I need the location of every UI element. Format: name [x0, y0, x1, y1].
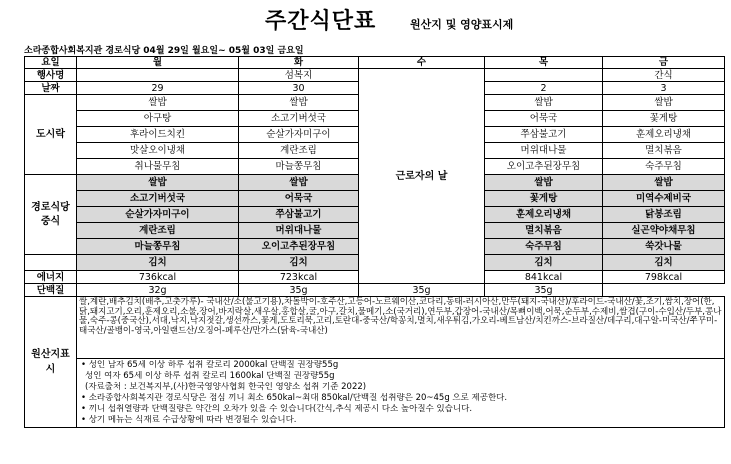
menu-item: 순살가자미구이: [77, 207, 239, 223]
day-row: [25, 57, 725, 69]
date-thu: 2: [485, 82, 603, 95]
menu-item: 머위대나물: [239, 223, 359, 239]
day-fri: 금: [603, 57, 725, 69]
menu-item: 후라이드치킨: [77, 127, 239, 143]
origin-text: 쌀,계란,배추김치(배추,고춧가루)- 국내산/소(불고기용),차돌박이-호주산,고등어-노르웨이산,코다리,동태-러시아산,만두(돼지-국내산)/후라이드-국내산/꽃,조기,쌈치,장어(한,닭,돼지고기,오리,훈제오리,소불,장어,바지락살,새우살,홍합살,굴,아구,갈치,물메기,소(국거리),연두부,갑장어-국내산/목뼈이백,어묵,순두부,수제비,쌈겹(구이-수입산/두부,콩나물,숙주-콩(중국산),서대,낙지,낙지젓갈,생선까스,꽃게,도토리묵,고리,토란대-중국산/학꽁치,멸치,새우튀김,가오리-베트남산/치킨까스-브라질산/데구리,대구알-미국산/쭈꾸미-태국산/골뱅이-영국,아일랜드산/오징어-페루산/만가스(닭육-국내산): [77, 297, 725, 359]
holiday-cell: 근로자의 날: [359, 69, 485, 284]
menu-item: 꽃게탕: [603, 111, 725, 127]
menu-item: 쌀밥: [603, 95, 725, 111]
kimchi-label: [25, 255, 77, 271]
menu-item: 순살가자미구이: [239, 127, 359, 143]
date-fri: 3: [603, 82, 725, 95]
energy-label: 에너지: [25, 271, 77, 284]
menu-item: 쌀밥: [77, 95, 239, 111]
event-tue: 섬복지: [239, 69, 359, 82]
protein-value: 35g: [239, 284, 359, 297]
menu-item: 닭봉조림: [603, 207, 725, 223]
menu-item: 쌀밥: [603, 175, 725, 191]
menu-item: 오이고추된장무침: [239, 239, 359, 255]
note-line: (자료출처 : 보건복지부,(사)한국영양사협회 한국인 영양소 섭취 기준 2022): [85, 382, 367, 392]
energy-value: 723kcal: [239, 271, 359, 284]
menu-item: 쌀밥: [485, 175, 603, 191]
day-mon: 월: [77, 57, 239, 69]
menu-item: 김치: [77, 255, 239, 271]
menu-item: 소고기버섯국: [239, 111, 359, 127]
menu-item: 쌀밥: [239, 175, 359, 191]
day-thu: 목: [485, 57, 603, 69]
page-subtitle: 원산지 및 영양표시제: [410, 18, 514, 31]
menu-item: 아구탕: [77, 111, 239, 127]
note-line: • 끼니 섭취열량과 단백질량은 약간의 오차가 있을 수 있습니다(간식,추식 제공시 다소 높아질수 있습니다.: [81, 404, 473, 414]
menu-item: 숙주무침: [603, 159, 725, 175]
menu-item: 멸치볶음: [603, 143, 725, 159]
menu-item: 쌀밥: [485, 95, 603, 111]
nutrition-notes: [77, 359, 725, 428]
menu-item: 어묵국: [239, 191, 359, 207]
event-mon: [77, 69, 239, 82]
lunchbox-label: 도시락: [25, 95, 77, 175]
menu-item: 훈제오리냉채: [603, 127, 725, 143]
menu-item: 쑥갓나물: [603, 239, 725, 255]
menu-item: 계란조림: [77, 223, 239, 239]
menu-item: 미역수제비국: [603, 191, 725, 207]
notes-row: [25, 359, 725, 428]
menu-item: 어묵국: [485, 111, 603, 127]
menu-item: 김치: [485, 255, 603, 271]
menu-item: 쭈삼불고기: [239, 207, 359, 223]
menu-item: 쌀밥: [239, 95, 359, 111]
note-line: • 소라종합사회복지관 경로식당은 점심 끼니 최소 650kal~최대 850kal/단백질 섭취량은 20~45g 으로 제공한다.: [81, 393, 508, 403]
menu-item: 쭈삼불고기: [485, 127, 603, 143]
menu-item: 꽃게탕: [485, 191, 603, 207]
energy-value: 736kcal: [77, 271, 239, 284]
menu-item: 소고기버섯국: [77, 191, 239, 207]
menu-item: 계란조림: [239, 143, 359, 159]
protein-label: 단백질: [25, 284, 77, 297]
period-info: 소라종합사회복지관 경로식당 04월 29일 월요일~ 05월 03일 금요일: [24, 46, 304, 56]
menu-item: 김치: [603, 255, 725, 271]
event-fri: 간식: [603, 69, 725, 82]
header: [0, 4, 731, 36]
event-thu: [485, 69, 603, 82]
menu-item: 머위대나물: [485, 143, 603, 159]
protein-value: 35g: [485, 284, 603, 297]
protein-value: 35g: [359, 284, 485, 297]
energy-value: 798kcal: [603, 271, 725, 284]
date-mon: 29: [77, 82, 239, 95]
origin-label: 원산지표시: [25, 297, 77, 428]
origin-row: [25, 297, 725, 359]
note-line: • 성인 남자 65세 이상 하루 섭취 칼로리 2000kal 단백질 권장량55g: [81, 360, 339, 370]
day-tue: 화: [239, 57, 359, 69]
menu-item: 오이고추된장무침: [485, 159, 603, 175]
energy-value: 841kcal: [485, 271, 603, 284]
menu-item: 맛살오이냉채: [77, 143, 239, 159]
menu-item: 멸치볶음: [485, 223, 603, 239]
day-wed: 수: [359, 57, 485, 69]
weekly-menu-table: [24, 56, 725, 428]
menu-item: 숙주무침: [485, 239, 603, 255]
note-line: 성인 여자 65세 이상 하루 섭취 칼로리 1600kal 단백질 권장량55g: [85, 371, 335, 381]
menu-item: 쌀밥: [77, 175, 239, 191]
menu-item: 실곤약야채무침: [603, 223, 725, 239]
page-title: 주간식단표: [265, 9, 377, 34]
menu-item: 마늘쫑무침: [77, 239, 239, 255]
menu-item: 훈제오리냉채: [485, 207, 603, 223]
protein-value: 32g: [77, 284, 239, 297]
date-label: 날짜: [25, 82, 77, 95]
protein-row: [25, 284, 725, 297]
event-label: 행사명: [25, 69, 77, 82]
day-label: 요일: [25, 57, 77, 69]
menu-item: 마늘쫑무침: [239, 159, 359, 175]
date-tue: 30: [239, 82, 359, 95]
menu-item: 취나물무침: [77, 159, 239, 175]
note-line: • 상기 메뉴는 식재료 수급상황에 따라 변경될수 있습니다.: [81, 415, 297, 425]
senior-label: 경로식당중식: [25, 175, 77, 255]
menu-item: 김치: [239, 255, 359, 271]
event-row: [25, 69, 725, 82]
